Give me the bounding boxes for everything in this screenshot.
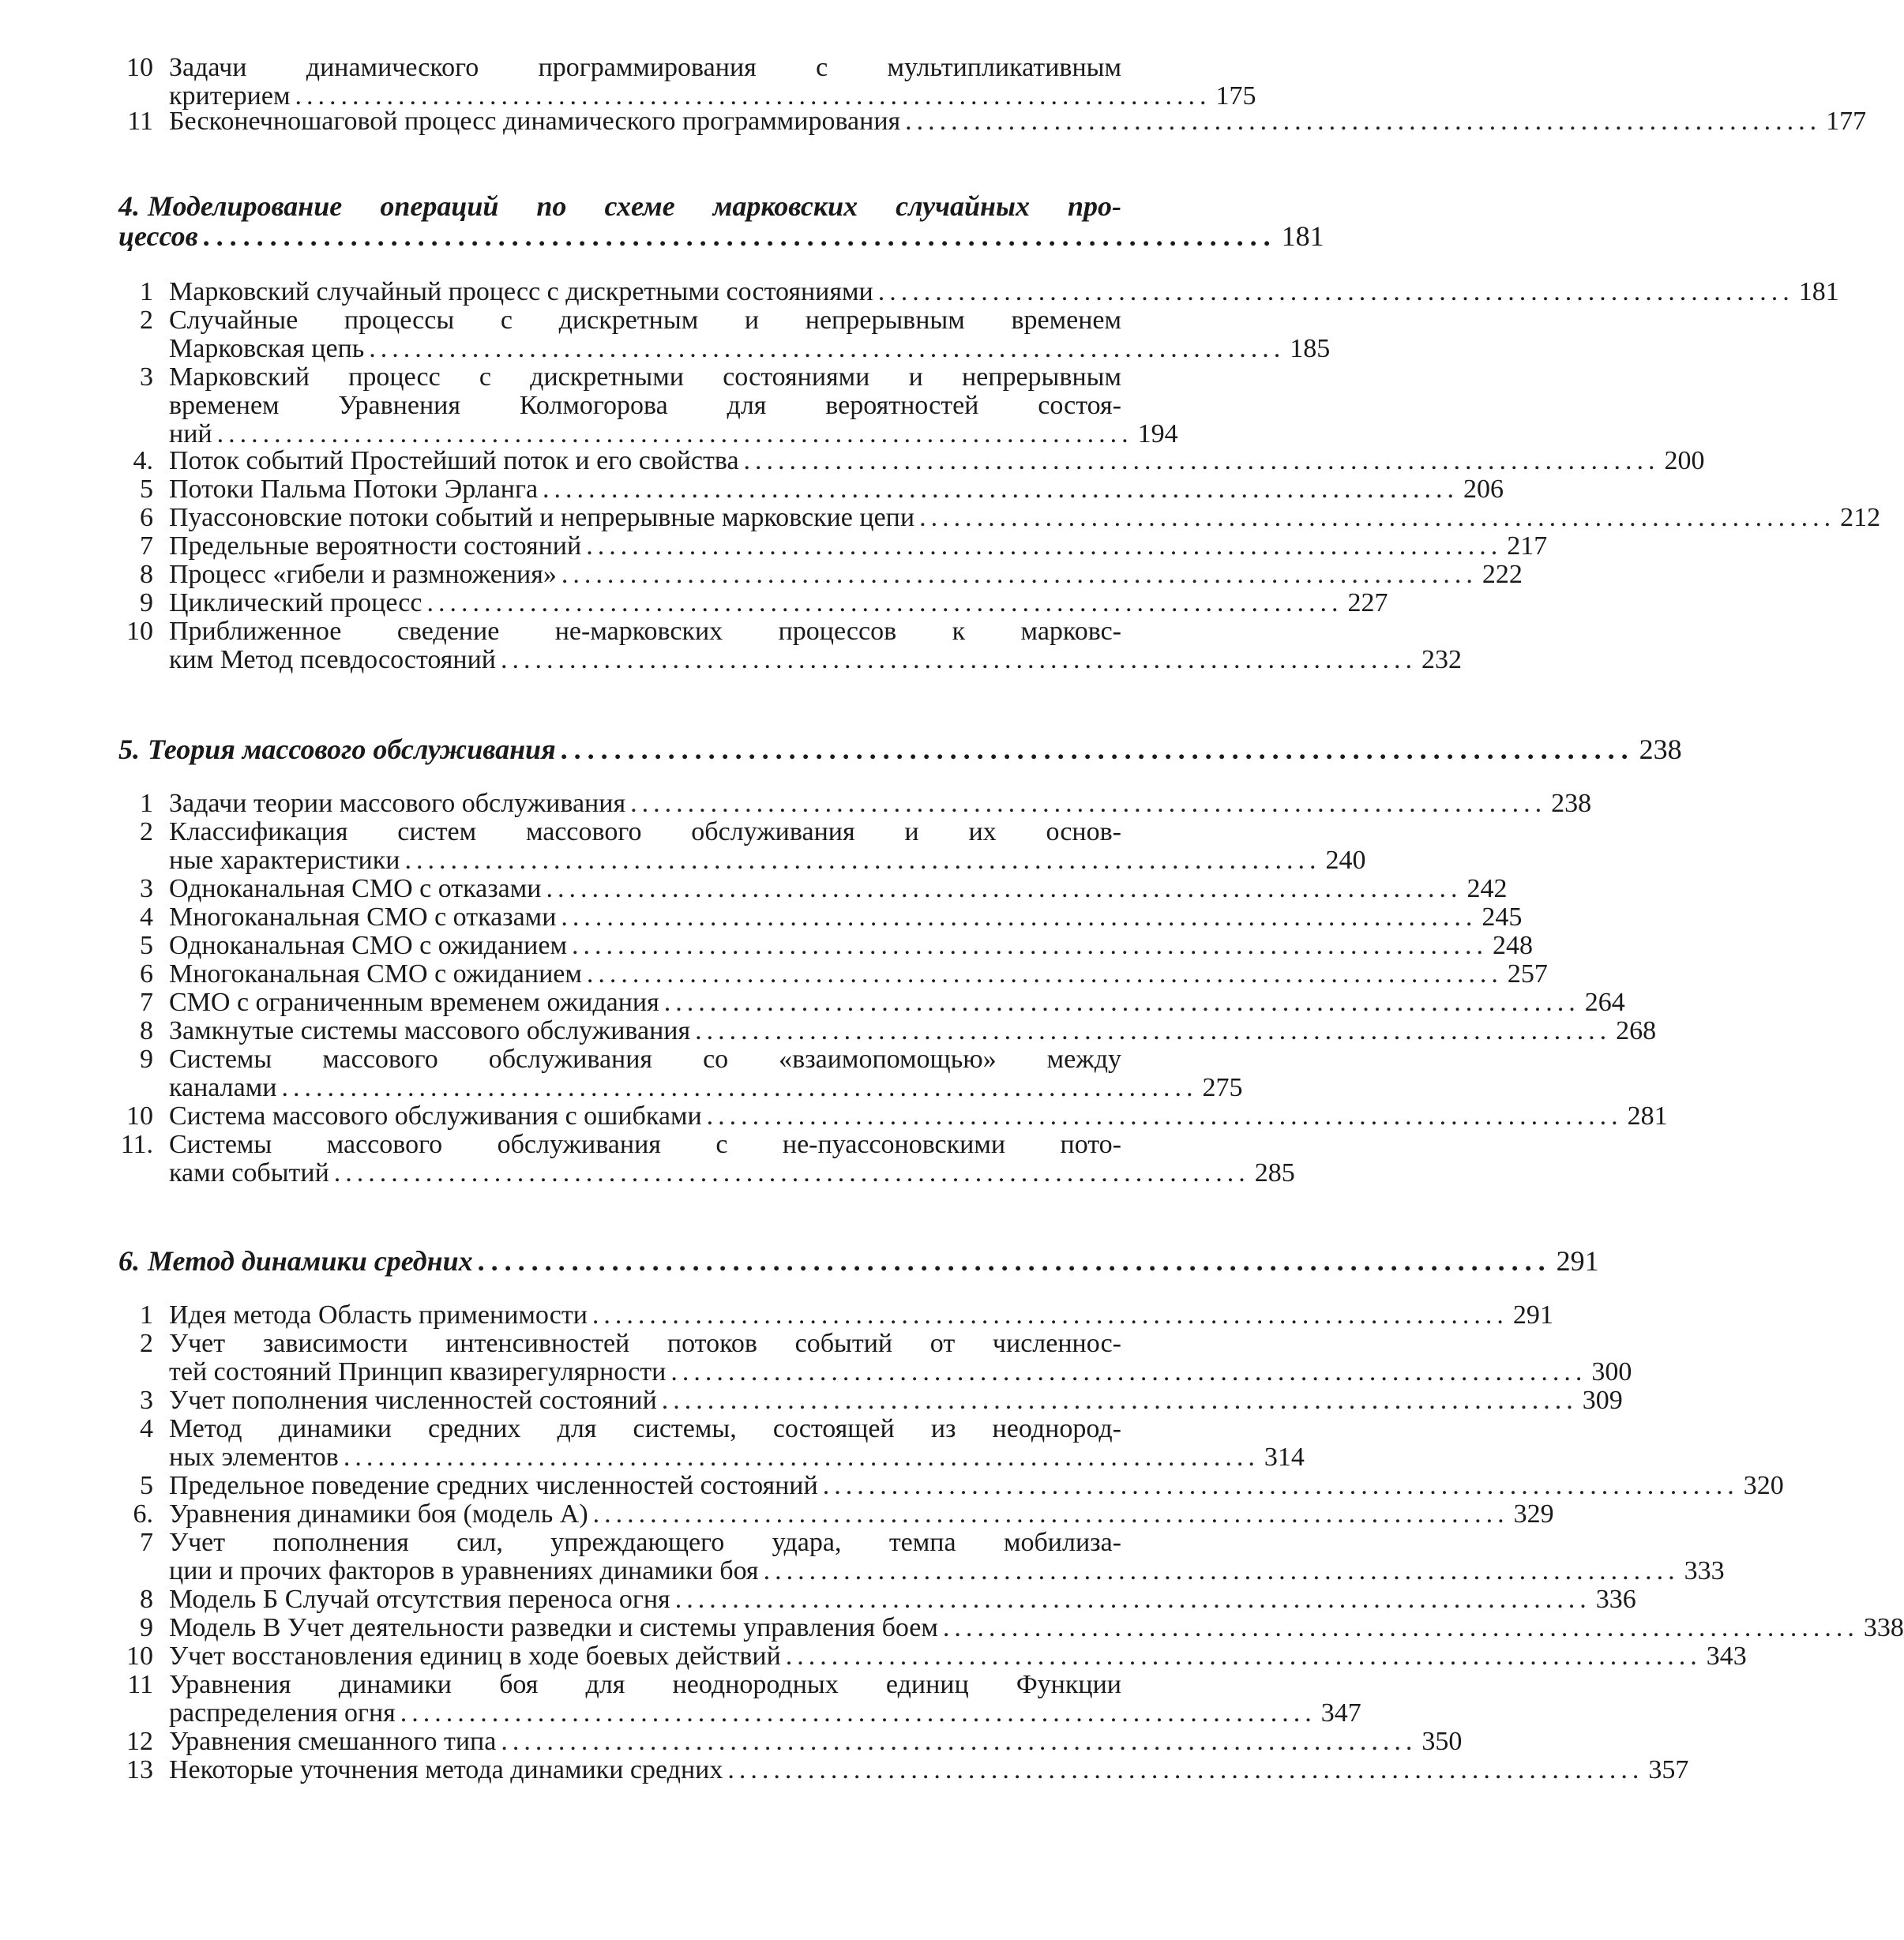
leader-dots: ................................................................................	[546, 874, 1463, 903]
entry-title: Задачи динамического программирования с мультипликативным	[169, 53, 1121, 82]
leader-dots: ................................................................................	[586, 531, 1503, 561]
entry-title: Уравнения динамики боя для неоднородных единиц Функции	[169, 1670, 1121, 1699]
leader-dots: ................................................................................	[501, 1727, 1418, 1756]
entry-title: Модель В Учет деятельности разведки и системы управления боем	[169, 1613, 938, 1642]
page-number: 285	[1254, 1158, 1295, 1188]
page-number: 336	[1595, 1585, 1636, 1614]
entry-title: Учет пополнения сил, упреждающего удара, темпа мобилиза-	[169, 1528, 1121, 1557]
entry-title: Учет пополнения численностей состояний	[169, 1386, 657, 1415]
page-number: 257	[1507, 959, 1548, 989]
toc-entry	[103, 362, 1178, 448]
entry-title: Метод динамики средних для системы, состоящей из неоднород-	[169, 1414, 1121, 1443]
entry-number: 7	[140, 988, 153, 1017]
toc-entry	[103, 817, 1366, 875]
entry-title: Поток событий Простейший поток и его свойства	[169, 446, 739, 475]
entry-number: 10	[126, 617, 153, 646]
section-title: цессов	[118, 220, 198, 252]
entry-number: 11	[127, 1670, 153, 1699]
toc-entry	[103, 1045, 1243, 1102]
page-number: 329	[1513, 1499, 1554, 1529]
entry-title: Бесконечношаговой процесс динамического программирования	[169, 107, 901, 136]
entry-title: Уравнения динамики боя (модель А)	[169, 1499, 588, 1529]
entry-title: ким Метод псевдосостояний	[169, 645, 496, 674]
toc-entry	[103, 1499, 1554, 1529]
section-heading	[118, 734, 1682, 765]
entry-title: Многоканальная СМО с отказами	[169, 902, 557, 932]
entry-number: 2	[140, 817, 153, 846]
toc-entry	[103, 531, 1548, 561]
page-number: 275	[1202, 1073, 1243, 1102]
toc-entry	[103, 1585, 1636, 1614]
page-number: 177	[1826, 107, 1867, 136]
entry-title: ками событий	[169, 1158, 329, 1188]
entry-number: 10	[126, 53, 153, 82]
entry-number: 3	[140, 1386, 153, 1415]
leader-dots: ................................................................................	[501, 645, 1417, 674]
entry-title: Уравнения смешанного типа	[169, 1727, 497, 1756]
entry-number: 10	[126, 1642, 153, 1671]
entry-title: Марковская цепь	[169, 334, 365, 363]
page-number: 264	[1584, 988, 1625, 1017]
page-number: 320	[1743, 1471, 1784, 1500]
entry-number: 8	[140, 560, 153, 589]
leader-dots: ................................................................................	[400, 1698, 1316, 1728]
page-number: 194	[1137, 419, 1178, 448]
entry-number: 8	[140, 1016, 153, 1045]
entry-title: ции и прочих факторов в уравнениях динамики боя	[169, 1556, 759, 1585]
section-heading	[118, 1245, 1599, 1277]
entry-title: Марковский процесс с дискретными состояниями и непрерывным	[169, 362, 1121, 392]
section-title: Метод динамики средних	[148, 1245, 473, 1277]
toc-entry	[103, 1016, 1657, 1045]
toc-entry	[103, 931, 1533, 960]
entry-number: 4	[140, 902, 153, 932]
entry-title: Некоторые уточнения метода динамики средних	[169, 1755, 723, 1784]
section-title: Теория массового обслуживания	[148, 734, 556, 765]
leader-dots: ................................................................................	[216, 419, 1133, 448]
entry-number: 4.	[133, 446, 153, 475]
entry-title: СМО с ограниченным временем ожидания	[169, 988, 659, 1017]
entry-number: 9	[140, 1045, 153, 1074]
toc-entry	[103, 107, 1867, 136]
leader-dots: ................................................................................	[426, 588, 1343, 617]
entry-title: ных элементов	[169, 1443, 339, 1472]
page-number: 245	[1482, 902, 1523, 932]
entry-number: 3	[140, 362, 153, 392]
leader-dots: ................................................................................	[785, 1642, 1702, 1671]
page-number: 217	[1507, 531, 1548, 561]
page-number: 314	[1264, 1443, 1305, 1472]
page-number: 238	[1551, 789, 1592, 818]
toc-entry	[103, 1386, 1623, 1415]
page-number: 309	[1582, 1386, 1623, 1415]
entry-number: 4	[140, 1414, 153, 1443]
entry-number: 2	[140, 306, 153, 335]
entry-title: Модель Б Случай отсутствия переноса огня	[169, 1585, 670, 1614]
entry-title: Пуассоновские потоки событий и непрерывные марковские цепи	[169, 503, 915, 532]
leader-dots: ................................................................................	[369, 334, 1286, 363]
toc-entry	[103, 1670, 1361, 1728]
toc-entry	[103, 1528, 1725, 1585]
entry-number: 6	[140, 503, 153, 532]
entry-title: Задачи теории массового обслуживания	[169, 789, 626, 818]
page-number: 268	[1616, 1016, 1657, 1045]
leader-dots: ................................................................................	[942, 1613, 1859, 1642]
page-number: 185	[1290, 334, 1331, 363]
leader-dots: ................................................................................	[560, 734, 1635, 765]
page-number: 181	[1798, 277, 1839, 306]
leader-dots: ................................................................................	[571, 931, 1488, 960]
entry-number: 6	[140, 959, 153, 989]
toc-entry	[103, 475, 1504, 504]
leader-dots: ................................................................................	[674, 1585, 1591, 1614]
entry-number: 5	[140, 1471, 153, 1500]
entry-title: Процесс «гибели и размножения»	[169, 560, 557, 589]
page-number: 333	[1684, 1556, 1725, 1585]
entry-title: критерием	[169, 81, 291, 111]
entry-number: 9	[140, 1613, 153, 1642]
leader-dots: ................................................................................	[695, 1016, 1612, 1045]
entry-title: ные характеристики	[169, 846, 400, 875]
entry-title: Системы массового обслуживания с не-пуассоновскими пото-	[169, 1130, 1121, 1159]
entry-title: тей состояний Принцип квазирегулярности	[169, 1357, 667, 1387]
entry-number: 3	[140, 874, 153, 903]
toc-entry	[103, 789, 1592, 818]
toc-entry	[103, 588, 1388, 617]
leader-dots: ................................................................................	[663, 988, 1580, 1017]
entry-title: Многоканальная СМО с ожиданием	[169, 959, 582, 989]
toc-entry	[103, 53, 1256, 111]
page-number: 222	[1482, 560, 1523, 589]
toc-entry	[103, 1101, 1668, 1131]
leader-dots: ................................................................................	[877, 277, 1794, 306]
entry-number: 13	[126, 1755, 153, 1784]
entry-title: Замкнутые системы массового обслуживания	[169, 1016, 691, 1045]
toc-entry	[103, 1130, 1295, 1188]
entry-title: Предельные вероятности состояний	[169, 531, 582, 561]
entry-number: 11	[127, 107, 153, 136]
page-number: 347	[1320, 1698, 1361, 1728]
leader-dots: ................................................................................	[727, 1755, 1644, 1784]
leader-dots: ................................................................................	[561, 560, 1478, 589]
toc-entry	[103, 1300, 1553, 1330]
entry-number: 2	[140, 1329, 153, 1358]
toc-entry	[103, 1329, 1632, 1387]
entry-title: Учет восстановления единиц в ходе боевых действий	[169, 1642, 781, 1671]
leader-dots: ................................................................................	[630, 789, 1547, 818]
page-number: 227	[1347, 588, 1388, 617]
toc-entry	[103, 560, 1523, 589]
toc-entry	[103, 1755, 1689, 1784]
toc-entry	[103, 277, 1839, 306]
entry-number: 8	[140, 1585, 153, 1614]
leader-dots: ................................................................................	[281, 1073, 1198, 1102]
entry-title: Система массового обслуживания с ошибками	[169, 1101, 702, 1131]
leader-dots: ................................................................................	[822, 1471, 1739, 1500]
entry-number: 1	[140, 277, 153, 306]
entry-title: Одноканальная СМО с отказами	[169, 874, 542, 903]
page-number: 357	[1648, 1755, 1689, 1784]
entry-number: 1	[140, 789, 153, 818]
page-number: 181	[1281, 220, 1324, 252]
page-number: 206	[1463, 475, 1504, 504]
entry-title: ний	[169, 419, 212, 448]
page-number: 212	[1840, 503, 1881, 532]
toc-entry	[103, 1414, 1305, 1472]
toc-entry	[103, 1642, 1747, 1671]
page-number: 338	[1863, 1613, 1904, 1642]
leader-dots: ................................................................................	[591, 1300, 1508, 1330]
leader-dots: ................................................................................	[404, 846, 1321, 875]
page-number: 238	[1639, 734, 1682, 765]
entry-number: 7	[140, 1528, 153, 1557]
entry-title: каналами	[169, 1073, 277, 1102]
section-number: 5.	[118, 734, 140, 765]
leader-dots: ................................................................................	[763, 1556, 1680, 1585]
entry-title: Учет зависимости интенсивностей потоков событий от численнос-	[169, 1329, 1121, 1358]
leader-dots: ................................................................................	[743, 446, 1660, 475]
leader-dots: ................................................................................	[706, 1101, 1623, 1131]
leader-dots: ................................................................................	[343, 1443, 1260, 1472]
page-number: 281	[1627, 1101, 1668, 1131]
leader-dots: ................................................................................	[586, 959, 1503, 989]
entry-number: 6.	[133, 1499, 153, 1529]
entry-title: Случайные процессы с дискретным и непрерывным временем	[169, 306, 1121, 335]
entry-title: временем Уравнения Колмогорова для вероятностей состоя-	[169, 391, 1121, 420]
entry-number: 10	[126, 1101, 153, 1131]
entry-number: 1	[140, 1300, 153, 1330]
toc-entry	[103, 617, 1462, 674]
section-title: Моделирование операций по схеме марковских случайных про-	[148, 190, 1121, 222]
entry-title: Потоки Пальма Потоки Эрланга	[169, 475, 539, 504]
entry-title: Предельное поведение средних численностей состояний	[169, 1471, 818, 1500]
page-number: 175	[1215, 81, 1256, 111]
entry-number: 5	[140, 931, 153, 960]
entry-title: Одноканальная СМО с ожиданием	[169, 931, 567, 960]
page-number: 232	[1421, 645, 1462, 674]
leader-dots: ................................................................................	[670, 1357, 1587, 1387]
entry-title: Классификация систем массового обслуживания и их основ-	[169, 817, 1121, 846]
entry-number: 12	[126, 1727, 153, 1756]
leader-dots: ................................................................................	[661, 1386, 1578, 1415]
toc-entry	[103, 1613, 1904, 1642]
entry-title: распределения огня	[169, 1698, 396, 1728]
toc-entry	[103, 988, 1625, 1017]
entry-number: 7	[140, 531, 153, 561]
toc-entry	[103, 1727, 1463, 1756]
toc-entry	[103, 446, 1705, 475]
entry-number: 5	[140, 475, 153, 504]
page-number: 248	[1492, 931, 1533, 960]
leader-dots: ................................................................................	[202, 220, 1277, 252]
entry-number: 11.	[120, 1130, 153, 1159]
leader-dots: ................................................................................	[543, 475, 1459, 504]
leader-dots: ................................................................................	[561, 902, 1478, 932]
leader-dots: ................................................................................	[919, 503, 1836, 532]
entry-title: Марковский случайный процесс с дискретными состояниями	[169, 277, 873, 306]
section-number: 4.	[118, 190, 140, 222]
toc-entry	[103, 306, 1331, 363]
page-number: 291	[1512, 1300, 1553, 1330]
entry-title: Системы массового обслуживания со «взаимопомощью» между	[169, 1045, 1121, 1074]
toc-entry	[103, 902, 1523, 932]
page-number: 240	[1325, 846, 1366, 875]
page-number: 200	[1664, 446, 1705, 475]
leader-dots: ................................................................................	[295, 81, 1211, 111]
section-heading	[118, 190, 1324, 252]
page-number: 350	[1421, 1727, 1463, 1756]
toc-entry	[103, 959, 1548, 989]
entry-title: Идея метода Область применимости	[169, 1300, 588, 1330]
page-number: 291	[1556, 1245, 1599, 1277]
leader-dots: ................................................................................	[592, 1499, 1509, 1529]
section-number: 6.	[118, 1245, 140, 1277]
leader-dots: ................................................................................	[333, 1158, 1250, 1188]
entry-number: 9	[140, 588, 153, 617]
page-number: 300	[1591, 1357, 1632, 1387]
leader-dots: ................................................................................	[905, 107, 1822, 136]
toc-entry	[103, 874, 1508, 903]
entry-title: Приближенное сведение не-марковских процессов к марковс-	[169, 617, 1121, 646]
page-number: 343	[1706, 1642, 1747, 1671]
toc-entry	[103, 503, 1881, 532]
toc-entry	[103, 1471, 1784, 1500]
page-number: 242	[1466, 874, 1508, 903]
entry-title: Циклический процесс	[169, 588, 422, 617]
leader-dots: ................................................................................	[477, 1245, 1552, 1277]
